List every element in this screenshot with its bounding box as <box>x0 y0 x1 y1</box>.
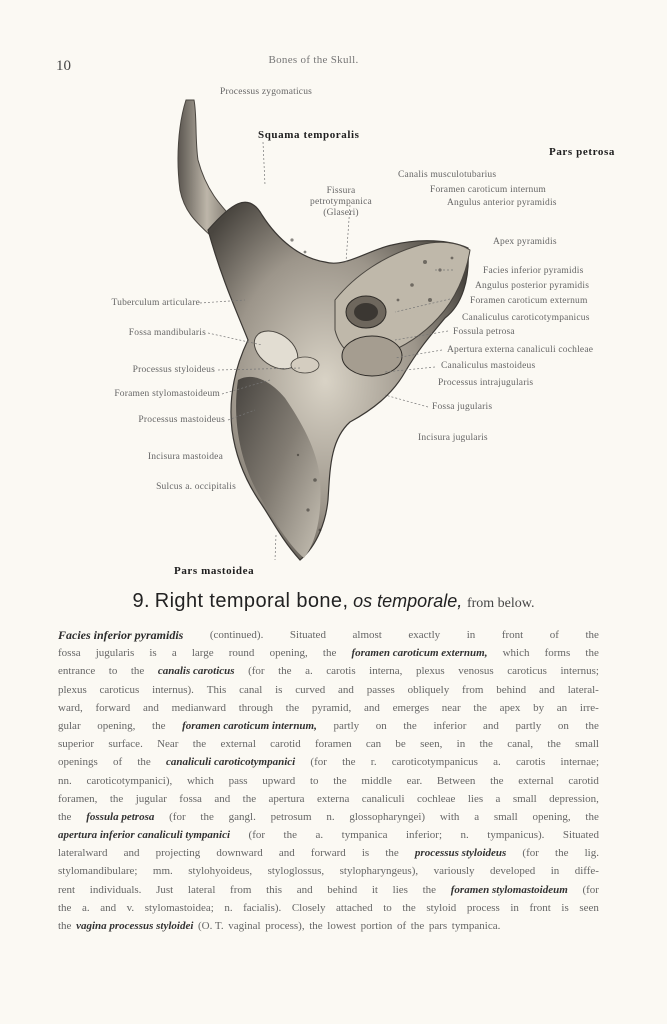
body-word: and <box>214 792 231 805</box>
body-word: on <box>557 719 569 732</box>
body-word: the <box>547 738 561 751</box>
body-word: be <box>395 738 406 751</box>
page-number: 10 <box>56 58 71 74</box>
body-word: partly <box>515 719 542 732</box>
body-word: seen <box>579 901 599 914</box>
body-word: the <box>585 647 599 660</box>
body-word: small <box>512 792 537 805</box>
body-word: is <box>561 901 569 914</box>
body-word: a. <box>493 756 501 769</box>
body-word: in <box>510 901 519 914</box>
body-line <box>58 735 599 753</box>
label-processus-mastoideus: Processus mastoideus <box>138 415 225 425</box>
body-word: and <box>143 701 159 714</box>
body-word: upward <box>262 774 296 787</box>
body-line <box>58 899 599 917</box>
body-word: from <box>230 883 252 896</box>
body-word: apertura <box>268 792 305 805</box>
body-word: inferior <box>433 719 467 732</box>
italic-term: foramen caroticum internum, <box>182 719 317 732</box>
body-word: the <box>58 901 72 914</box>
body-word: styloid <box>426 901 457 914</box>
body-word: large <box>191 647 214 660</box>
body-word: ward, <box>58 701 83 714</box>
label-foramen-stylomastoideum: Foramen stylomastoideum <box>114 389 220 399</box>
body-word: individuals. <box>89 883 142 896</box>
figure-caption <box>0 590 667 613</box>
italic-term: foramen caroticum externum, <box>351 647 488 660</box>
body-word: of <box>397 920 407 932</box>
body-word: and <box>363 701 380 714</box>
body-word: Situated <box>289 629 326 641</box>
body-word: the <box>137 756 151 769</box>
body-line <box>58 772 599 790</box>
body-word: forward <box>95 701 131 714</box>
body-word: with <box>439 810 460 823</box>
body-word: the <box>130 665 145 678</box>
body-word: (continued). <box>209 629 264 641</box>
body-word: plexus <box>58 683 87 696</box>
body-word: nn. <box>58 774 72 787</box>
body-word: surface. <box>108 738 143 751</box>
body-word: emerges <box>392 701 430 714</box>
body-word: internae; <box>560 756 599 769</box>
body-word: gangl. <box>228 810 256 823</box>
body-word: a <box>474 810 480 823</box>
body-word: caroticus <box>99 683 140 696</box>
body-word: middle <box>361 774 392 787</box>
caption-number: 9. <box>132 590 150 612</box>
body-word: caroticus <box>507 665 547 678</box>
label-angulus-posterior-pyramidis: Angulus posterior pyramidis <box>475 281 590 291</box>
jugular-fossa-shape <box>342 336 402 376</box>
body-word: the <box>309 920 323 932</box>
body-word: apex <box>499 701 521 714</box>
body-word: is <box>361 847 370 860</box>
body-word: it <box>371 883 378 896</box>
body-word: obliquely <box>407 683 450 696</box>
body-word: variously <box>433 865 475 878</box>
body-word: front <box>501 629 524 641</box>
body-word: depression, <box>549 792 599 805</box>
label-canaliculus-mastoideus: Canaliculus mastoideus <box>441 361 536 371</box>
italic-term: apertura inferior canaliculi tympanici <box>58 829 231 842</box>
body-word: downward <box>216 847 263 860</box>
body-word: and <box>278 847 295 860</box>
body-word: styloglossus, <box>267 865 325 878</box>
body-word: lateral- <box>567 683 599 696</box>
label-canaliculus-caroticotympanicus: Canaliculus caroticotympanicus <box>462 313 590 323</box>
body-line <box>58 790 599 808</box>
label-fissura: Fissura <box>326 186 356 196</box>
body-word: r. <box>370 756 377 769</box>
body-word: near <box>441 701 461 714</box>
body-line <box>58 844 599 862</box>
body-word: developed <box>490 865 536 878</box>
body-line <box>58 681 599 699</box>
body-word: the <box>283 829 297 842</box>
label-incisura-mastoidea: Incisura mastoidea <box>147 452 223 462</box>
italic-term: processus styloideus <box>414 847 507 860</box>
label-processus-zygomaticus: Processus zygomaticus <box>220 87 313 97</box>
label-foramen-caroticum-externum: Foramen caroticum externum <box>470 296 588 306</box>
body-word: lowest <box>327 920 356 932</box>
body-line <box>58 808 599 826</box>
label-glaseri: (Glaseri) <box>323 208 359 218</box>
body-word: opening, <box>532 810 571 823</box>
body-word: (for <box>310 756 327 769</box>
body-word: is <box>149 647 157 660</box>
body-word: canaliculi <box>361 792 405 805</box>
body-word: process), <box>265 920 305 932</box>
body-word: exactly <box>408 629 441 641</box>
body-word: through <box>238 701 273 714</box>
body-word: (for <box>169 810 186 823</box>
body-word: (for <box>582 883 599 896</box>
body-word: a. <box>305 665 313 678</box>
label-angulus-anterior-pyramidis: Angulus anterior pyramidis <box>447 198 557 208</box>
body-word: the <box>403 719 417 732</box>
body-word: Near <box>157 738 179 751</box>
body-word: tympanica. <box>451 920 501 932</box>
body-word: Between <box>436 774 476 787</box>
body-word: external <box>220 738 256 751</box>
label-squama-temporalis: Squama temporalis <box>258 129 360 141</box>
body-word: n. <box>224 901 233 914</box>
body-word: the <box>58 920 72 932</box>
body-word: the <box>410 920 425 932</box>
label-fossa-mandibularis: Fossa mandibularis <box>128 328 206 338</box>
body-word: canal, <box>507 738 534 751</box>
body-word: the <box>490 774 504 787</box>
body-word: lies <box>467 792 484 805</box>
body-word: openings <box>58 756 98 769</box>
body-word: and <box>100 901 117 914</box>
body-word: which <box>186 774 214 787</box>
body-word: the <box>192 738 207 751</box>
body-word: petrosum <box>270 810 312 823</box>
body-word: (for <box>248 829 266 842</box>
body-word: the <box>109 792 124 805</box>
body-word: glossopharyngei) <box>349 810 426 823</box>
caption-from: from below. <box>466 596 535 611</box>
body-text <box>58 626 599 935</box>
body-word: almost <box>352 629 382 641</box>
body-word: and <box>296 883 313 896</box>
body-word: venosus <box>458 665 494 678</box>
body-line <box>58 699 599 717</box>
body-word: (O. T. <box>198 920 224 932</box>
body-word: the <box>422 883 437 896</box>
body-word: of <box>549 629 559 641</box>
body-word: tympanica <box>341 829 388 842</box>
body-word: round <box>228 647 255 660</box>
body-line <box>58 881 599 899</box>
body-word: attached <box>336 901 373 914</box>
label-sulcus-a-occipitalis: Sulcus a. occipitalis <box>156 482 236 492</box>
body-word: passes <box>366 683 395 696</box>
body-word: is <box>275 683 283 696</box>
body-word: (for <box>522 847 539 860</box>
label-apertura-externa: Apertura externa canaliculi cochleae <box>447 345 594 355</box>
body-word: to <box>383 901 392 914</box>
body-word: forms <box>544 647 571 660</box>
body-word: carotid <box>568 774 599 787</box>
body-word: inferior; <box>405 829 443 842</box>
body-word: a. <box>315 829 324 842</box>
body-word: lig. <box>584 847 599 860</box>
body-word: entrance <box>58 665 96 678</box>
body-word: this <box>266 883 283 896</box>
body-word: the <box>479 738 493 751</box>
body-word: of <box>112 756 123 769</box>
body-word: jugular <box>135 792 167 805</box>
caption-latin: os temporale, <box>353 591 463 611</box>
body-word: small <box>575 738 599 751</box>
body-word: can <box>365 738 382 751</box>
body-word: from <box>462 683 484 696</box>
body-word: in <box>550 865 560 878</box>
label-pars-mastoidea: Pars mastoidea <box>174 565 255 577</box>
label-incisura-jugularis: Incisura jugularis <box>418 433 488 443</box>
italic-term: foramen stylomastoideum <box>450 883 568 896</box>
body-word: caroticotympanicus <box>391 756 478 769</box>
body-word: to <box>108 665 118 678</box>
body-word: opening, <box>97 719 136 732</box>
body-word: superior <box>58 738 95 751</box>
body-word: n. <box>326 810 335 823</box>
label-fossa-jugularis: Fossa jugularis <box>432 402 493 412</box>
label-canalis-musculotubarius: Canalis musculotubarius <box>398 170 497 180</box>
body-word: small <box>493 810 518 823</box>
body-word: pyramid, <box>311 701 352 714</box>
body-word: irre- <box>579 701 599 714</box>
label-facies-inferior-pyramidis: Facies inferior pyramidis <box>483 266 584 276</box>
body-word: the <box>585 810 599 823</box>
body-word: a <box>495 792 501 805</box>
body-word: interna, <box>369 665 403 678</box>
body-line <box>58 644 599 662</box>
body-word: the <box>385 847 399 860</box>
body-word: stylomastoidea; <box>144 901 214 914</box>
body-word: gular <box>58 719 81 732</box>
body-word: stylopharyngeus), <box>339 865 419 878</box>
body-word: behind <box>496 683 527 696</box>
body-word: projecting <box>155 847 201 860</box>
body-word: to <box>309 774 319 787</box>
body-word: carotis <box>326 665 356 678</box>
body-line <box>58 662 599 680</box>
body-word: mm. <box>152 865 173 878</box>
body-word: the <box>402 901 416 914</box>
body-word: seen, <box>420 738 443 751</box>
body-word: the <box>585 719 599 732</box>
body-word: caroticotympanici), <box>86 774 173 787</box>
body-word: on <box>375 719 387 732</box>
body-word: tympanicus). <box>487 829 545 842</box>
body-word: pass <box>228 774 248 787</box>
body-word: the <box>333 774 347 787</box>
body-word: This <box>206 683 227 696</box>
body-word: the <box>322 647 337 660</box>
body-line <box>58 917 599 935</box>
body-word: Situated <box>562 829 599 842</box>
body-word: a <box>171 647 177 660</box>
body-word: which <box>502 647 530 660</box>
body-word: cochleae <box>416 792 456 805</box>
body-word: partly <box>333 719 360 732</box>
body-word: foramen, <box>58 792 98 805</box>
body-word: externa <box>316 792 350 805</box>
label-processus-styloideus: Processus styloideus <box>132 365 215 375</box>
body-line <box>58 826 599 844</box>
body-word: v. <box>126 901 135 914</box>
body-word: ear. <box>406 774 423 787</box>
body-word: the <box>342 756 356 769</box>
body-word: portion <box>360 920 393 932</box>
body-word: foramen <box>314 738 352 751</box>
body-word: the <box>200 810 214 823</box>
body-word: lies <box>392 883 408 896</box>
body-word: the <box>58 810 72 823</box>
body-word: facialis). <box>243 901 282 914</box>
body-word: the <box>285 701 300 714</box>
body-word: internus; <box>560 665 599 678</box>
body-word: by <box>533 701 545 714</box>
body-word: plexus <box>415 665 445 678</box>
label-fossula-petrosa: Fossula petrosa <box>453 327 515 337</box>
label-petrotympanica: petrotympanica <box>310 197 372 207</box>
body-word: the <box>585 629 599 641</box>
body-word: Closely <box>291 901 326 914</box>
body-word: Just <box>156 883 174 896</box>
body-word: stylomandibulare; <box>58 865 138 878</box>
italic-term: canaliculi caroticotympanici <box>165 756 296 769</box>
body-word: medianward <box>171 701 226 714</box>
body-word: and <box>539 683 555 696</box>
body-word: lateralward <box>58 847 108 860</box>
body-word: pars <box>428 920 448 932</box>
body-word: vaginal <box>228 920 261 932</box>
body-word: in <box>466 629 476 641</box>
italic-term: canalis caroticus <box>157 665 235 678</box>
body-word: in <box>456 738 466 751</box>
body-word: the <box>555 847 569 860</box>
body-word: and <box>483 719 499 732</box>
body-word: behind <box>327 883 358 896</box>
body-word: stylohyoideus, <box>188 865 253 878</box>
label-pars-petrosa: Pars petrosa <box>549 146 615 158</box>
body-word: curved <box>295 683 326 696</box>
body-line <box>58 753 599 771</box>
body-word: the <box>242 792 257 805</box>
body-line <box>58 717 599 735</box>
body-line <box>58 626 599 644</box>
running-head: Bones of the Skull. <box>268 54 359 66</box>
body-word: jugularis <box>95 647 135 660</box>
body-word: the <box>278 665 292 678</box>
body-word: fossa <box>179 792 202 805</box>
body-word: fossa <box>58 647 81 660</box>
body-word: carotid <box>270 738 301 751</box>
body-word: n. <box>460 829 469 842</box>
body-word: a. <box>82 901 90 914</box>
body-word: diffe- <box>574 865 599 878</box>
body-word: front <box>529 901 551 914</box>
label-processus-intrajugularis: Processus intrajugularis <box>438 378 534 388</box>
body-line <box>58 862 599 880</box>
italic-term: Facies inferior pyramidis <box>58 628 184 642</box>
body-word: internus). <box>152 683 194 696</box>
body-word: carotis <box>515 756 546 769</box>
body-word: and <box>338 683 354 696</box>
body-word: opening, <box>269 647 308 660</box>
body-word: lateral <box>187 883 216 896</box>
label-tuberculum-articulare: Tuberculum articulare <box>111 298 200 308</box>
body-word: the <box>473 701 487 714</box>
body-word: the <box>152 719 166 732</box>
body-word: process <box>466 901 500 914</box>
body-word: rent <box>58 883 76 896</box>
body-word: external <box>518 774 554 787</box>
label-apex-pyramidis: Apex pyramidis <box>493 237 557 247</box>
caption-title: Right temporal bone, <box>154 590 349 612</box>
italic-term: fossula petrosa <box>86 810 155 823</box>
body-word: and <box>123 847 140 860</box>
body-word: canal <box>239 683 263 696</box>
body-word: (for <box>248 665 265 678</box>
label-foramen-caroticum-internum: Foramen caroticum internum <box>430 185 546 195</box>
body-word: forward <box>310 847 346 860</box>
italic-term: vagina processus styloidei <box>76 920 194 932</box>
body-word: an <box>556 701 568 714</box>
